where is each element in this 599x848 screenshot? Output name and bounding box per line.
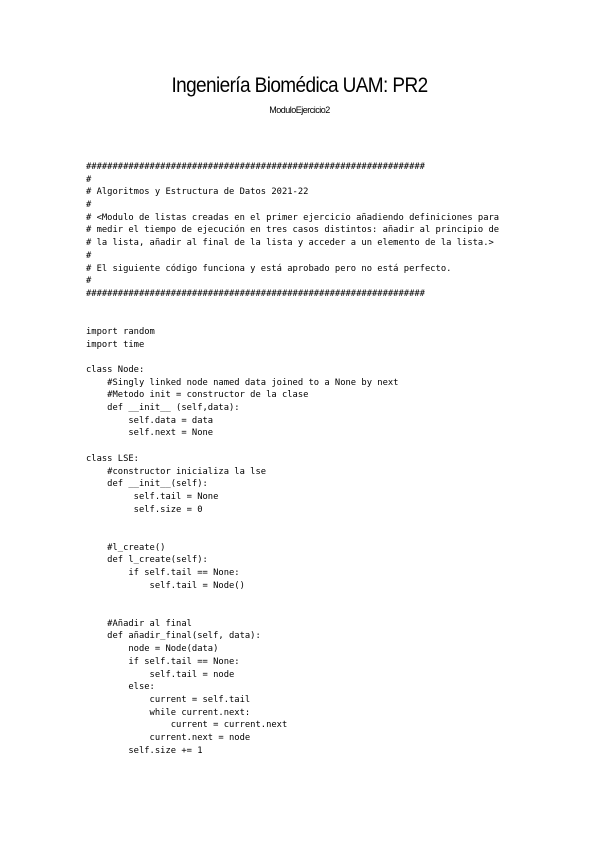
code-line: self.next = None [86,428,214,439]
code-line: def añadir_final(self, data): [86,631,261,642]
code-line: current = self.tail [86,694,251,705]
code-line: import time [86,339,145,350]
code-line: self.size = 0 [86,504,203,515]
code-line: self.tail = Node() [86,580,245,591]
code-line: #Singly linked node named data joined to a None by next [86,377,399,388]
code-line: #l_create() [86,542,166,553]
code-line: # [86,276,92,287]
code-line: ################################################################ [86,288,425,299]
code-line [86,351,586,364]
code-line [86,440,586,453]
code-line: class Node: [86,365,145,375]
code-line: node = Node(data) [86,644,219,655]
document-subtitle: ModuloEjercicio2 [269,105,330,115]
code-line: current.next = node [86,732,251,743]
code-line: def __init__ (self,data): [86,403,240,414]
code-line: if self.tail == None: [86,568,240,578]
code-line [86,516,586,529]
code-line: # <Modulo de listas creadas en el primer ejercicio añadiendo definiciones para [86,212,500,223]
code-line: #Añadir al final [86,618,192,629]
code-line: self.tail = None [86,491,219,502]
code-line [86,301,586,314]
code-line: import random [86,326,155,337]
code-line: # medir el tiempo de ejecución en tres casos distintos: añadir al principio de [86,225,500,236]
code-line: # El siguiente código funciona y está aprobado pero no está perfecto. [86,263,452,274]
code-block [86,161,586,757]
code-line: else: [86,682,155,693]
code-line: while current.next: [86,707,251,718]
code-line: class LSE: [86,453,139,464]
code-line: # [86,174,92,185]
code-line: ################################################################ [86,162,425,172]
code-line: #constructor inicializa la lse [86,466,267,477]
code-line: self.size += 1 [86,745,203,756]
code-line: # [86,200,92,211]
code-line: # [86,250,92,261]
code-line: self.tail = node [86,669,235,680]
code-line: if self.tail == None: [86,656,240,667]
code-line [86,592,586,605]
code-line: # la lista, añadir al final de la lista y acceder a un elemento de la lista.> [86,238,494,249]
code-line: def l_create(self): [86,555,208,566]
code-line: #Metodo init = constructor de la clase [86,390,309,401]
code-line [86,313,586,326]
code-line: self.data = data [86,415,214,426]
code-line [86,605,586,618]
code-line: # Algoritmos y Estructura de Datos 2021-22 [86,187,309,198]
code-line: def __init__(self): [86,479,208,490]
code-line: current = current.next [86,720,288,731]
code-line [86,529,586,542]
document-title: Ingeniería Biomédica UAM: PR2 [171,74,428,98]
